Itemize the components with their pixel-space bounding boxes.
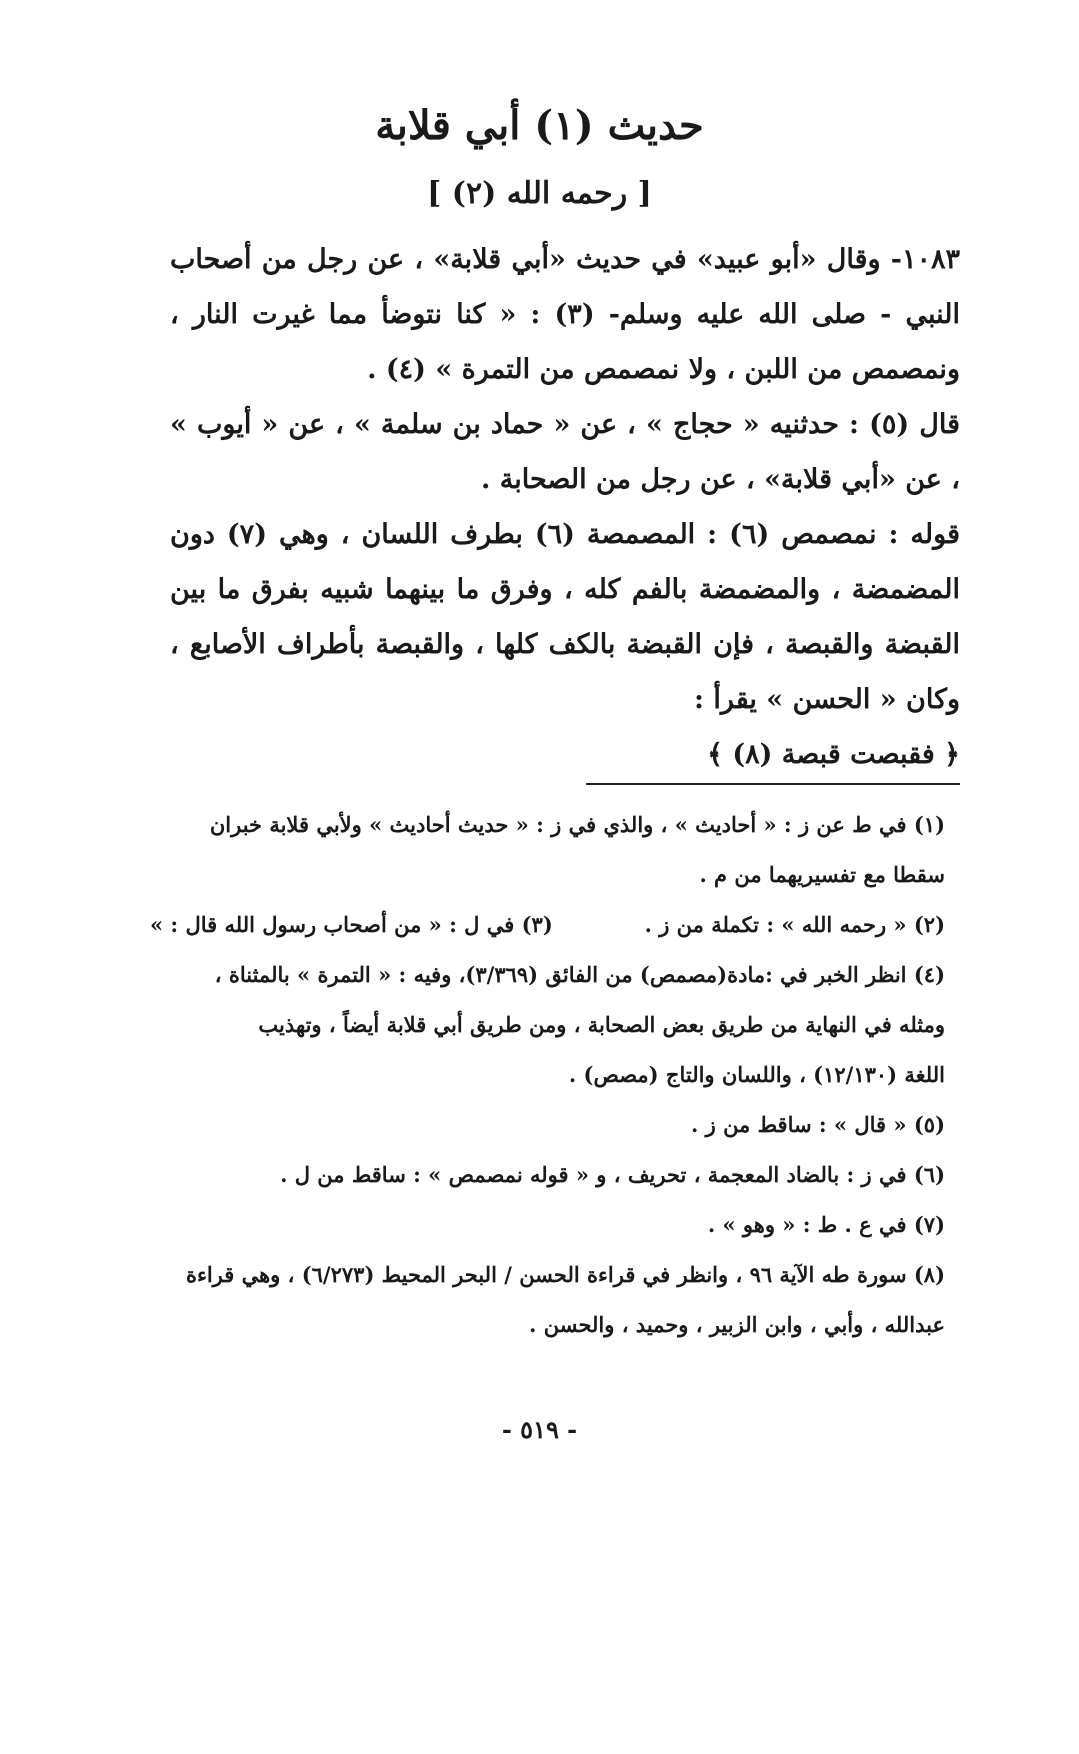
- footnotes: [150, 800, 945, 1350]
- page-number: - ٥١٩ -: [501, 1415, 578, 1444]
- quran-quote: ﴿ فقبصت قبصة (٨) ﴾: [707, 739, 960, 770]
- footnote-6: (٦) في ز : بالضاد المعجمة ، تحريف ، و « قوله نمصمص » : ساقط من ل .: [280, 1162, 945, 1187]
- hadith-paragraph: ١٠٨٣- وقال «أبو عبيد» في حديث «أبي قلابة» ، عن رجل من أصحاب النبي - صلى الله عليه وسلم- (٣) : « كنا نتوضأ مما غيرت النار ، ونمصمص من اللبن ، ولا نمصمص من التمرة » (٤) .: [170, 244, 960, 385]
- footnote-8: (٨) سورة طه الآية ٩٦ ، وانظر في قراءة الحسن / البحر المحيط (٦/٢٧٣) ، وهي قراءة: [185, 1262, 945, 1287]
- footnote-3: (٣) في ل : « من أصحاب رسول الله قال : »: [150, 912, 553, 937]
- footnote-7: (٧) في ع . ط : « وهو » .: [707, 1212, 945, 1237]
- page-subtitle: [ رحمه الله (٢) ]: [427, 176, 652, 211]
- footnote-4-continued-2: اللغة (١٢/١٣٠) ، واللسان والتاج (مصص) .: [568, 1062, 945, 1087]
- footnote-2: (٢) « رحمه الله » : تكملة من ز .: [644, 912, 945, 937]
- footnote-4-continued: ومثله في النهاية من طريق بعض الصحابة ، ومن طريق أبي قلابة أيضاً ، وتهذيب: [258, 1012, 945, 1037]
- footnote-4: (٤) انظر الخبر في :مادة(مصمص) من الفائق (٣/٣٦٩)، وفيه : « التمرة » بالمثناة ،: [214, 962, 945, 987]
- footnote-5: (٥) « قال » : ساقط من ز .: [691, 1112, 945, 1137]
- commentary-paragraph: قوله : نمصمص (٦) : المصمصة (٦) بطرف اللسان ، وهي (٧) دون المضمضة ، والمضمضة بالفم كله ، وفرق ما بينهما شبيه بفرق ما بين القبضة والقبصة ، فإن القبضة بالكف كلها ، والقبصة بأطراف الأصابع ، وكان « الحسن » يقرأ :: [170, 519, 960, 715]
- footnote-1-continued: سقطا مع تفسيريهما من م .: [699, 862, 945, 887]
- footnote-row-2-3: [150, 900, 945, 950]
- footnote-1: (١) في ط عن ز : « أحاديث » ، والذي في ز : « حديث أحاديث » ولأبي قلابة خبران: [209, 812, 945, 837]
- main-text: [170, 232, 960, 782]
- footnote-separator: [586, 783, 960, 785]
- footnote-8-continued: عبدالله ، وأبي ، وابن الزبير ، وحميد ، والحسن .: [529, 1312, 945, 1337]
- page-title: حديث (١) أبي قلابة: [375, 102, 704, 149]
- isnad-paragraph: قال (٥) : حدثنيه « حجاج » ، عن « حماد بن سلمة » ، عن « أيوب » ، عن «أبي قلابة» ، عن رجل من الصحابة .: [170, 409, 960, 495]
